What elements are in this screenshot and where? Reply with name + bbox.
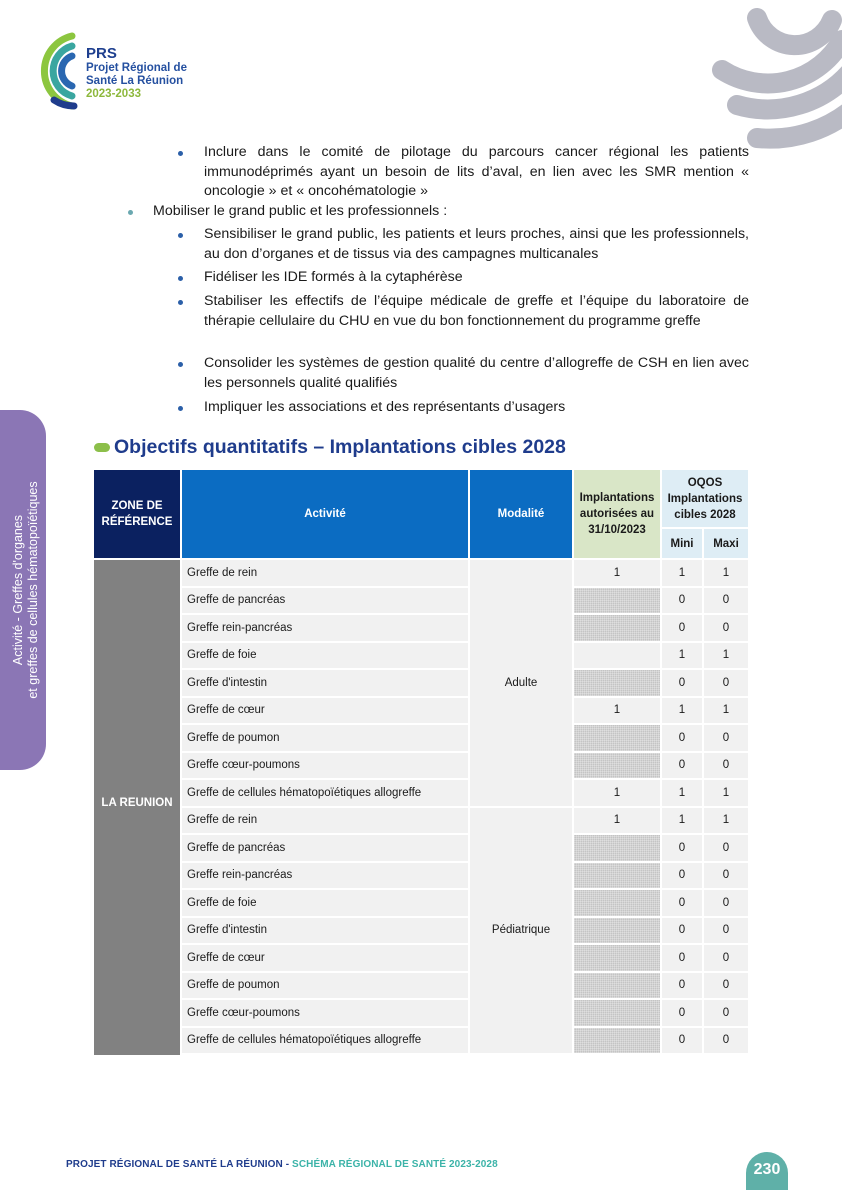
activite-cell: Greffe d'intestin xyxy=(182,670,468,696)
mini-cell: 1 xyxy=(662,560,702,586)
implantations-cell-hatched xyxy=(574,1000,660,1026)
maxi-cell: 1 xyxy=(704,698,748,724)
maxi-cell: 0 xyxy=(704,753,748,779)
bullet-text: Mobiliser le grand public et les professionnels : xyxy=(153,203,448,219)
mini-cell: 0 xyxy=(662,918,702,944)
activite-cell: Greffe de cœur xyxy=(182,698,468,724)
implantations-cell-hatched xyxy=(574,1028,660,1054)
maxi-cell: 0 xyxy=(704,890,748,916)
mini-cell: 0 xyxy=(662,670,702,696)
side-tab-line-2: et greffes de cellules hématopoïétiques xyxy=(26,481,40,699)
activite-cell: Greffe de cellules hématopoïétiques allogreffe xyxy=(182,780,468,806)
header-mini: Mini xyxy=(662,529,702,558)
implantations-cell-hatched xyxy=(574,615,660,641)
header-implantations: Implantations autorisées au 31/10/2023 xyxy=(574,470,660,558)
section-heading xyxy=(94,436,566,459)
mini-cell: 0 xyxy=(662,753,702,779)
zone-cell xyxy=(94,560,180,1055)
bullet-text: Stabiliser les effectifs de l’équipe médicale de greffe et l’équipe du laboratoire de thérapie cellulaire du CHU en vue du bon fonctionnement du programme greffe xyxy=(204,293,749,329)
bullet-dot-icon xyxy=(178,233,183,238)
activite-cell: Greffe de cœur xyxy=(182,945,468,971)
activite-cell: Greffe rein-pancréas xyxy=(182,615,468,641)
implantations-cell: 1 xyxy=(574,698,660,724)
header-activite: Activité xyxy=(182,470,468,558)
bullet-dot-icon xyxy=(178,362,183,367)
maxi-cell: 1 xyxy=(704,560,748,586)
decorative-arcs-icon xyxy=(682,0,842,160)
bullet-text: Consolider les systèmes de gestion qualité du centre d’allogreffe de CSH en lien avec les personnels qualité qualifiés xyxy=(204,355,749,391)
implantations-cell-hatched xyxy=(574,863,660,889)
bullet-text: Impliquer les associations et des représentants d’usagers xyxy=(204,399,566,415)
activite-cell: Greffe de rein xyxy=(182,808,468,834)
maxi-cell: 0 xyxy=(704,725,748,751)
implantations-cell: 1 xyxy=(574,560,660,586)
mini-cell: 0 xyxy=(662,725,702,751)
green-pill-icon xyxy=(94,443,110,452)
maxi-cell: 0 xyxy=(704,615,748,641)
bullet-dot-icon xyxy=(178,406,183,411)
logo-line-1: Projet Régional de xyxy=(86,62,187,74)
activite-cell: Greffe de pancréas xyxy=(182,835,468,861)
bullet-dot-icon xyxy=(128,210,133,215)
activite-cell: Greffe rein-pancréas xyxy=(182,863,468,889)
bullet-text: Sensibiliser le grand public, les patients et leurs proches, ainsi que les professionnels, au don d’organes et de tissus via des campagnes multicanales xyxy=(204,226,749,262)
mini-cell: 0 xyxy=(662,835,702,861)
zone-label: LA REUNION xyxy=(101,797,173,809)
header-maxi: Maxi xyxy=(704,529,748,558)
footer-subtitle: SCHÉMA RÉGIONAL DE SANTÉ 2023-2028 xyxy=(292,1159,498,1170)
header-zone: ZONE DE RÉFÉRENCE xyxy=(94,470,180,558)
mini-cell: 0 xyxy=(662,973,702,999)
maxi-cell: 0 xyxy=(704,1028,748,1054)
mini-cell: 0 xyxy=(662,1028,702,1054)
maxi-cell: 0 xyxy=(704,835,748,861)
bullet-dot-icon xyxy=(178,276,183,281)
activite-cell: Greffe de rein xyxy=(182,560,468,586)
bullet-dot-icon xyxy=(178,151,183,156)
maxi-cell: 0 xyxy=(704,588,748,614)
mini-cell: 0 xyxy=(662,1000,702,1026)
maxi-cell: 0 xyxy=(704,863,748,889)
maxi-cell: 1 xyxy=(704,808,748,834)
maxi-cell: 0 xyxy=(704,918,748,944)
logo-line-2: Santé La Réunion xyxy=(86,75,184,87)
activite-cell: Greffe de poumon xyxy=(182,973,468,999)
activite-cell: Greffe de poumon xyxy=(182,725,468,751)
maxi-cell: 1 xyxy=(704,643,748,669)
mini-cell: 0 xyxy=(662,890,702,916)
mini-cell: 1 xyxy=(662,643,702,669)
mini-cell: 0 xyxy=(662,588,702,614)
implantations-cell-hatched xyxy=(574,725,660,751)
implantations-cell-hatched xyxy=(574,890,660,916)
activite-cell: Greffe cœur-poumons xyxy=(182,753,468,779)
modalite-cell: Adulte xyxy=(470,560,572,806)
activite-cell: Greffe de pancréas xyxy=(182,588,468,614)
implantations-cell-hatched xyxy=(574,918,660,944)
maxi-cell: 0 xyxy=(704,973,748,999)
activite-cell: Greffe de foie xyxy=(182,643,468,669)
page-number: 230 xyxy=(746,1152,788,1190)
mini-cell: 1 xyxy=(662,808,702,834)
bullet-text: Fidéliser les IDE formés à la cytaphérèse xyxy=(204,269,463,285)
mini-cell: 0 xyxy=(662,945,702,971)
activite-cell: Greffe de foie xyxy=(182,890,468,916)
maxi-cell: 0 xyxy=(704,945,748,971)
activite-cell: Greffe de cellules hématopoïétiques allogreffe xyxy=(182,1028,468,1054)
implantations-cell-hatched xyxy=(574,670,660,696)
mini-cell: 1 xyxy=(662,780,702,806)
mini-cell: 0 xyxy=(662,615,702,641)
side-tab-line-1: Activité - Greffes d'organes xyxy=(11,514,25,666)
implantations-cell-hatched xyxy=(574,753,660,779)
implantations-cell: 1 xyxy=(574,780,660,806)
modalite-cell: Pédiatrique xyxy=(470,808,572,1054)
logo-years: 2023-2033 xyxy=(86,88,141,100)
header-modalite: Modalité xyxy=(470,470,572,558)
page-footer xyxy=(66,1159,498,1170)
maxi-cell: 0 xyxy=(704,670,748,696)
mini-cell: 1 xyxy=(662,698,702,724)
implantations-cell-hatched xyxy=(574,588,660,614)
prs-logo xyxy=(24,30,204,112)
implantations-cell: 1 xyxy=(574,808,660,834)
implantations-cell-hatched xyxy=(574,835,660,861)
maxi-cell: 1 xyxy=(704,780,748,806)
activite-cell: Greffe cœur-poumons xyxy=(182,1000,468,1026)
bullet-dot-icon xyxy=(178,300,183,305)
bullet-text: Inclure dans le comité de pilotage du parcours cancer régional les patients immunodéprimés ayant un besoin de lits d’aval, en lien avec les SMR mention « oncologie » et « oncohématologie » xyxy=(204,144,749,199)
maxi-cell: 0 xyxy=(704,1000,748,1026)
implantations-cell-hatched xyxy=(574,973,660,999)
activite-cell: Greffe d'intestin xyxy=(182,918,468,944)
implantations-cell-hatched xyxy=(574,945,660,971)
implantations-cell xyxy=(574,643,660,669)
logo-acronym: PRS xyxy=(86,45,117,62)
footer-title: PROJET RÉGIONAL DE SANTÉ LA RÉUNION - xyxy=(66,1159,293,1170)
chapter-side-tab xyxy=(0,410,46,770)
logo-arcs-icon xyxy=(24,30,84,112)
mini-cell: 0 xyxy=(662,863,702,889)
section-title: Objectifs quantitatifs – Implantations cibles 2028 xyxy=(114,436,566,458)
header-oqos: OQOS Implantations cibles 2028 xyxy=(662,470,748,527)
